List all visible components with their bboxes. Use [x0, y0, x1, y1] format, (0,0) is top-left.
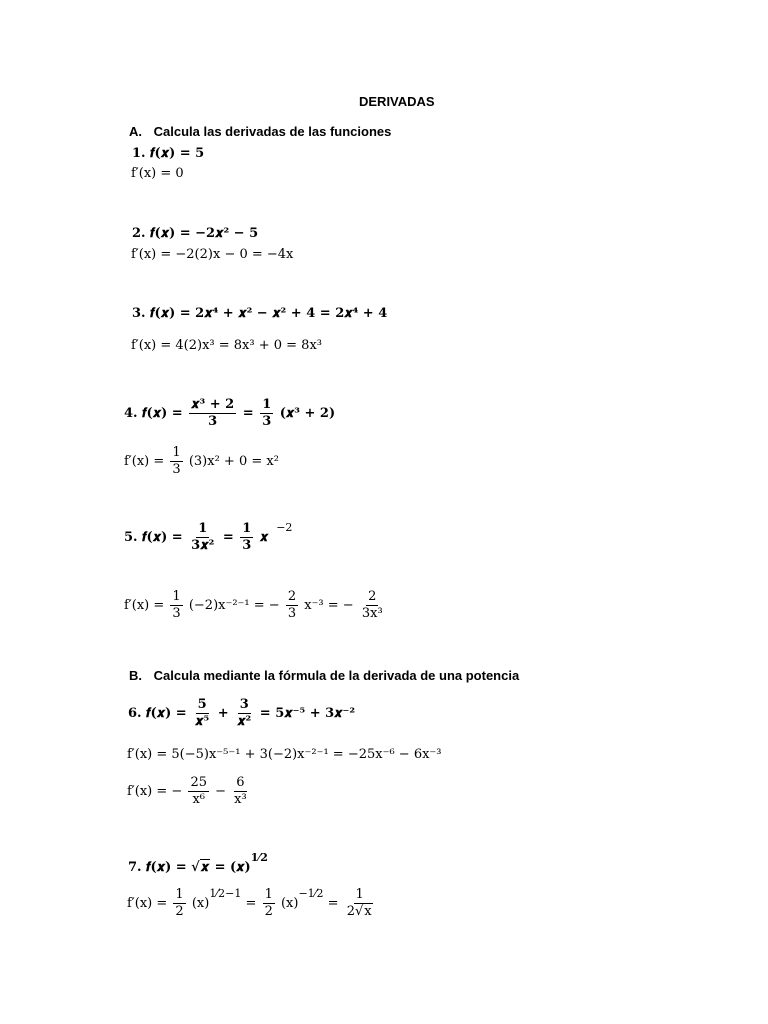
- p6-fp2-num2: 6: [236, 775, 245, 790]
- p5-exponent: −2: [276, 521, 293, 534]
- problem-1-function: 1. 𝒇(𝒙) = 𝟓: [132, 146, 205, 161]
- p7-radicand: 𝒙: [200, 860, 210, 875]
- p7-fp-eq2: =: [327, 896, 339, 911]
- problem-5-derivative: [124, 590, 387, 621]
- problem-4-function: [124, 398, 335, 429]
- problem-7-function: [128, 851, 268, 875]
- p4-eq: =: [242, 406, 254, 421]
- p6-num1: 𝟓: [197, 697, 207, 712]
- problem-4-derivative: [124, 446, 279, 477]
- p5-fp-num3: 2: [368, 589, 377, 604]
- page-title: DERIVADAS: [359, 94, 435, 109]
- p4-fp-fraction: [170, 446, 182, 477]
- p7-fp-eq: =: [245, 896, 257, 911]
- p7-fp-den3-radicand: x: [364, 904, 372, 919]
- p7-fp-fraction-2: [263, 888, 275, 919]
- p5-fp-lead: f′(x) =: [124, 598, 165, 613]
- p4-num2: 𝟏: [262, 397, 272, 412]
- p7-fp-num3: 1: [355, 887, 364, 902]
- p5-fp-num2: 2: [287, 589, 297, 604]
- problem-2-derivative: f′(x) = −2(2)x − 0 = −4x: [131, 247, 294, 262]
- p6-fp2-num1: 25: [190, 775, 207, 790]
- p6-fp2-lead: f′(x) = −: [127, 784, 183, 799]
- p5-den2: 𝟑: [242, 538, 252, 553]
- p6-fp2-fraction-1: [188, 776, 209, 807]
- p6-fp2-minus: −: [215, 784, 227, 799]
- p6-fp2-den1: x⁶: [192, 792, 205, 807]
- p5-num2: 𝟏: [242, 521, 252, 536]
- p5-den1: 𝟑𝒙²: [191, 538, 215, 553]
- p4-lead: 4. 𝒇(𝒙) =: [124, 406, 183, 421]
- p5-fp-mid: (−2)x⁻²⁻¹ = −: [188, 598, 280, 613]
- p7-fp-den3: [345, 904, 375, 919]
- problem-3-function: 3. 𝒇(𝒙) = 𝟐𝒙⁴ + 𝒙² − 𝒙² + 𝟒 = 𝟐𝒙⁴ + 𝟒: [132, 306, 388, 321]
- p7-fp-exp1: 1⁄2−1: [209, 887, 242, 900]
- p4-den1: 𝟑: [208, 414, 218, 429]
- p4-fp-num: 1: [172, 445, 181, 460]
- p6-fp2-den2: x³: [234, 792, 247, 807]
- p6-fraction-1: [193, 698, 211, 729]
- p7-lead: 7. 𝒇(𝒙) = √: [128, 860, 200, 875]
- problem-5-function: [124, 522, 292, 553]
- p5-tail: 𝒙: [259, 530, 269, 545]
- section-b-text: Calcula mediante la fórmula de la derivada de una potencia: [153, 668, 520, 683]
- p5-lead: 5. 𝒇(𝒙) =: [124, 530, 183, 545]
- p7-fp-fraction-1: [173, 888, 185, 919]
- p6-den1: 𝒙⁵: [195, 714, 210, 729]
- section-a-heading: [129, 124, 391, 139]
- problem-3-derivative: f′(x) = 4(2)x³ = 8x³ + 0 = 8x³: [131, 338, 322, 353]
- p5-fraction-1: [189, 522, 216, 553]
- p4-fraction-1: [189, 398, 236, 429]
- problem-7-derivative: [127, 888, 377, 919]
- p6-num2: 𝟑: [239, 697, 249, 712]
- p7-fp-mid2: (x): [280, 896, 299, 911]
- p4-fp-den: 3: [172, 462, 181, 477]
- p5-fp-mid2: x⁻³ = −: [304, 598, 354, 613]
- p7-exponent: 𝟏⁄𝟐: [250, 851, 268, 864]
- p5-fp-den1: 3: [172, 606, 181, 621]
- p6-fp2-fraction-2: [232, 776, 249, 807]
- p4-fp-lead: f′(x) =: [124, 454, 165, 469]
- problem-2-function: 2. 𝒇(𝒙) = −𝟐𝒙² − 𝟓: [132, 226, 259, 241]
- p6-lead: 6. 𝒇(𝒙) =: [128, 706, 187, 721]
- p6-plus: +: [217, 706, 229, 721]
- p7-fp-den2: 2: [264, 904, 273, 919]
- section-a-letter: A.: [129, 124, 142, 139]
- p4-num1: 𝒙³ + 𝟐: [191, 397, 235, 412]
- section-b-heading: [129, 668, 519, 683]
- p7-fp-num1: 1: [175, 887, 184, 902]
- p7-fp-lead: f′(x) =: [127, 896, 168, 911]
- p5-fp-den2: 3: [287, 606, 297, 621]
- p7-fp-num2: 1: [264, 887, 273, 902]
- p4-tail: (𝒙³ + 𝟐): [279, 406, 336, 421]
- p6-fraction-2: [235, 698, 253, 729]
- section-a-text: Calcula las derivadas de las funciones: [153, 124, 392, 139]
- p6-tail: = 𝟓𝒙⁻⁵ + 𝟑𝒙⁻²: [259, 706, 356, 721]
- problem-6-derivative-simplified: [127, 776, 251, 807]
- p7-fp-exp2: −1⁄2: [298, 887, 324, 900]
- p7-fp-den1: 2: [175, 904, 184, 919]
- p4-den2: 𝟑: [262, 414, 272, 429]
- p4-fraction-2: [260, 398, 273, 429]
- p7-tail: = (𝒙): [214, 860, 251, 875]
- problem-6-function: [128, 698, 355, 729]
- p5-eq: =: [222, 530, 234, 545]
- p5-fp-num1: 1: [172, 589, 181, 604]
- p5-fp-fraction-3: [360, 590, 385, 621]
- p5-fp-den3: 3x³: [361, 606, 383, 621]
- section-b-letter: B.: [129, 668, 142, 683]
- problem-6-derivative: f′(x) = 5(−5)x⁻⁵⁻¹ + 3(−2)x⁻²⁻¹ = −25x⁻⁶ − 6x⁻³: [127, 747, 442, 762]
- p7-fp-fraction-3: [345, 888, 375, 919]
- problem-1-derivative: f′(x) = 0: [131, 166, 184, 181]
- p7-fp-mid: (x): [191, 896, 210, 911]
- p7-fp-den3-a: 2√: [346, 904, 364, 919]
- p4-fp-tail: (3)x² + 0 = x²: [188, 454, 279, 469]
- p6-den2: 𝒙²: [237, 714, 252, 729]
- p5-fp-fraction-1: [170, 590, 182, 621]
- p5-fraction-2: [240, 522, 253, 553]
- p5-num1: 𝟏: [198, 521, 208, 536]
- p5-fp-fraction-2: [286, 590, 298, 621]
